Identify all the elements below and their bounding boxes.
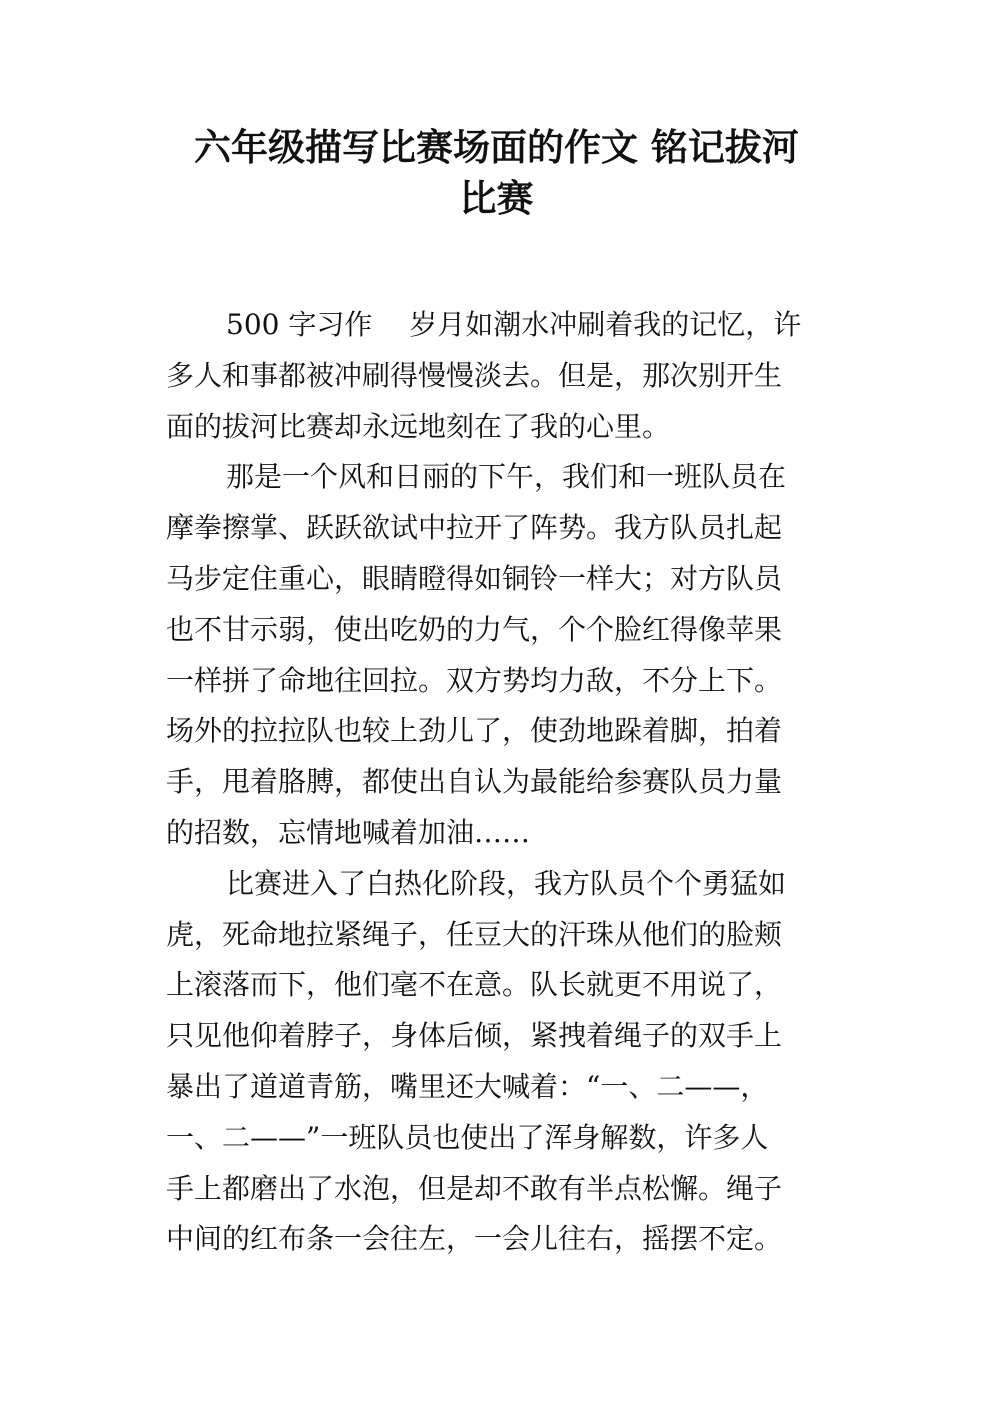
title-line: 六年级描写比赛场面的作文 铭记拔河 xyxy=(194,125,799,169)
text-line: 场外的拉拉队也较上劲儿了，使劲地跺着脚，拍着 xyxy=(166,714,783,748)
paragraph xyxy=(166,859,828,1265)
text-line: 也不甘示弱，使出吃奶的力气，个个脸红得像苹果 xyxy=(166,612,783,646)
text-line: 比赛进入了白热化阶段，我方队员个个勇猛如 xyxy=(226,866,787,900)
text-line: 面的拔河比赛却永远地刻在了我的心里。 xyxy=(166,409,671,443)
text-line: 虎，死命地拉紧绳子，任豆大的汗珠从他们的脸颊 xyxy=(166,917,783,951)
text-line: 上滚落而下，他们毫不在意。队长就更不用说了， xyxy=(166,968,783,1002)
paragraph xyxy=(166,300,828,452)
text-line: 一、二——”一班队员也使出了浑身解数，许多人 xyxy=(166,1120,769,1154)
text-line: 中间的红布条一会往左，一会儿往右，摇摆不定。 xyxy=(166,1222,783,1256)
text-line: 手上都磨出了水泡，但是却不敢有半点松懈。绳子 xyxy=(166,1171,783,1205)
paragraph xyxy=(166,452,828,858)
text-line: 那是一个风和日丽的下午，我们和一班队员在 xyxy=(226,460,787,494)
title-line: 比赛 xyxy=(459,176,534,220)
text-line: 摩拳擦掌、跃跃欲试中拉开了阵势。我方队员扎起 xyxy=(166,511,783,545)
text-line: 的招数，忘情地喊着加油…… xyxy=(166,815,531,849)
text-line: 手，甩着胳膊，都使出自认为最能给参赛队员力量 xyxy=(166,765,783,799)
document-title xyxy=(120,122,873,224)
text-line: 多人和事都被冲刷得慢慢淡去。但是，那次别开生 xyxy=(166,358,783,392)
text-line: 只见他仰着脖子，身体后倾，紧拽着绳子的双手上 xyxy=(166,1019,783,1053)
text-line: 暴出了道道青筋，嘴里还大喊着：“一、二——， xyxy=(166,1069,769,1103)
text-line: 一样拼了命地往回拉。双方势均力敌，不分上下。 xyxy=(166,663,783,697)
document-body xyxy=(166,300,828,1265)
text-line: 马步定住重心，眼睛瞪得如铜铃一样大；对方队员 xyxy=(166,561,783,595)
text-line: 500 字习作 岁月如潮水冲刷着我的记忆，许 xyxy=(226,308,802,341)
